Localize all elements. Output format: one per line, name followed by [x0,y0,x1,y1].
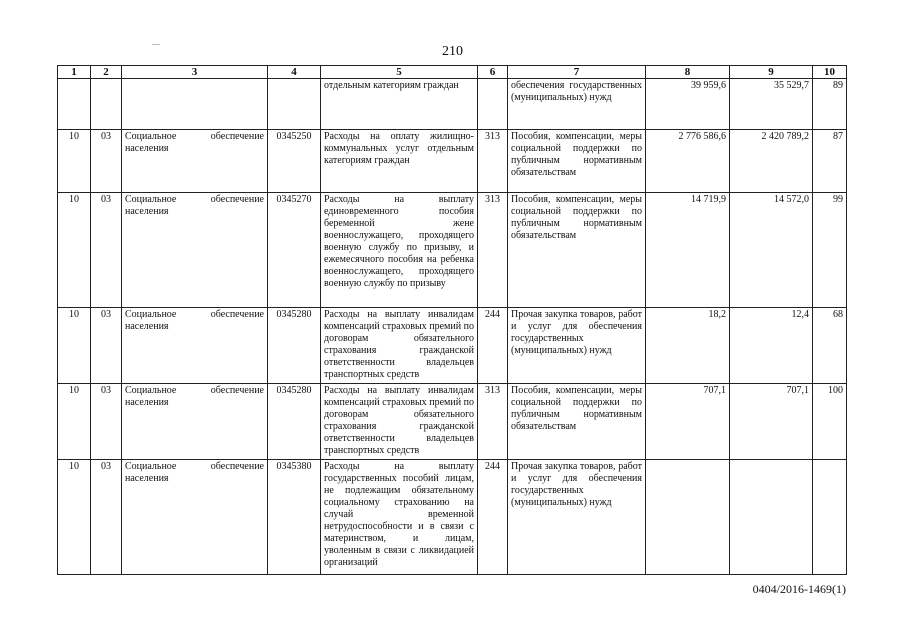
cell-subsection-name: Социальное обеспечение населения [122,308,268,384]
cell-subsection-name: Социальное обеспечение населения [122,460,268,575]
table-row [58,130,847,193]
cell-section: 10 [58,384,91,460]
cell-actual: 12,4 [730,308,813,384]
cell-actual [730,460,813,575]
cell-percent: 100 [813,384,847,460]
column-header: 8 [646,66,730,79]
cell-subsection-name: Социальное обеспечение населения [122,193,268,308]
cell-actual: 707,1 [730,384,813,460]
column-header: 4 [268,66,321,79]
cell-section: 10 [58,460,91,575]
cell-target-name: Расходы на оплату жилищно-коммунальных услуг отдельным категориям граждан [321,130,478,193]
cell-planned: 707,1 [646,384,730,460]
cell-section: 10 [58,130,91,193]
cell-subsection-name: Социальное обеспечение населения [122,130,268,193]
header-row [58,66,847,79]
cell-section: 10 [58,193,91,308]
cell-subsection: 03 [91,460,122,575]
cell-target-name: Расходы на выплату инвалидам компенсаций страховых премий по договорам обязательного страхования гражданской ответственности владельцев транспортных средств [321,384,478,460]
column-header: 1 [58,66,91,79]
cell-subsection: 03 [91,130,122,193]
cell-target-code: 0345380 [268,460,321,575]
column-header: 3 [122,66,268,79]
cell-target-code: 0345280 [268,308,321,384]
cell-actual: 14 572,0 [730,193,813,308]
table-row [58,384,847,460]
cell-subsection: 03 [91,193,122,308]
cell-section [58,79,91,130]
budget-table [57,65,847,575]
cell-subsection: 03 [91,308,122,384]
cell-subsection: 03 [91,384,122,460]
cell-target-code: 0345280 [268,384,321,460]
cell-percent: 89 [813,79,847,130]
cell-expense-type: 313 [478,193,508,308]
cell-actual: 35 529,7 [730,79,813,130]
column-header: 5 [321,66,478,79]
column-header: 9 [730,66,813,79]
cell-target-name: Расходы на выплату инвалидам компенсаций страховых премий по договорам обязательного страхования гражданской ответственности владельцев транспортных средств [321,308,478,384]
cell-target-code [268,79,321,130]
table-row [58,193,847,308]
cell-planned: 2 776 586,6 [646,130,730,193]
cell-target-code: 0345250 [268,130,321,193]
document-code: 0404/2016-1469(1) [752,582,846,596]
cell-planned: 14 719,9 [646,193,730,308]
table-row [58,79,847,130]
cell-planned: 39 959,6 [646,79,730,130]
cell-target-name: Расходы на выплату единовременного пособия беременной жене военнослужащего, проходящего военную службу по призыву, и ежемесячного пособия на ребенка военнослужащего, проходящего военную службу по призыву [321,193,478,308]
cell-subsection [91,79,122,130]
cell-expense-name: Прочая закупка товаров, работ и услуг для обеспечения государственных (муниципальных) нужд [508,308,646,384]
cell-actual: 2 420 789,2 [730,130,813,193]
cell-expense-type: 244 [478,460,508,575]
cell-percent: 68 [813,308,847,384]
table-row [58,460,847,575]
column-header: 7 [508,66,646,79]
column-header: 2 [91,66,122,79]
cell-expense-name: Пособия, компенсации, меры социальной поддержки по публичным нормативным обязательствам [508,193,646,308]
cell-expense-type: 313 [478,130,508,193]
cell-expense-type: 313 [478,384,508,460]
cell-target-name: Расходы на выплату государственных пособий лицам, не подлежащим обязательному социальному страхованию на случай временной нетрудоспособности и в связи с материнством, и лицам, уволенным в связи с ликвидацией организаций [321,460,478,575]
cell-planned [646,460,730,575]
cell-expense-type: 244 [478,308,508,384]
page-number: 210 [442,44,463,59]
cell-target-code: 0345270 [268,193,321,308]
cell-subsection-name: Социальное обеспечение населения [122,384,268,460]
cell-percent: 99 [813,193,847,308]
table-row [58,308,847,384]
cell-percent [813,460,847,575]
cell-planned: 18,2 [646,308,730,384]
cell-target-name: отдельным категориям граждан [321,79,478,130]
column-header: 10 [813,66,847,79]
cell-section: 10 [58,308,91,384]
cell-expense-name: обеспечения государственных (муниципальных) нужд [508,79,646,130]
cell-expense-name: Пособия, компенсации, меры социальной поддержки по публичным нормативным обязательствам [508,384,646,460]
column-header: 6 [478,66,508,79]
cell-expense-name: Пособия, компенсации, меры социальной поддержки по публичным нормативным обязательствам [508,130,646,193]
cell-subsection-name [122,79,268,130]
cell-expense-name: Прочая закупка товаров, работ и услуг для обеспечения государственных (муниципальных) нужд [508,460,646,575]
cell-percent: 87 [813,130,847,193]
scan-mark [152,44,160,45]
cell-expense-type [478,79,508,130]
